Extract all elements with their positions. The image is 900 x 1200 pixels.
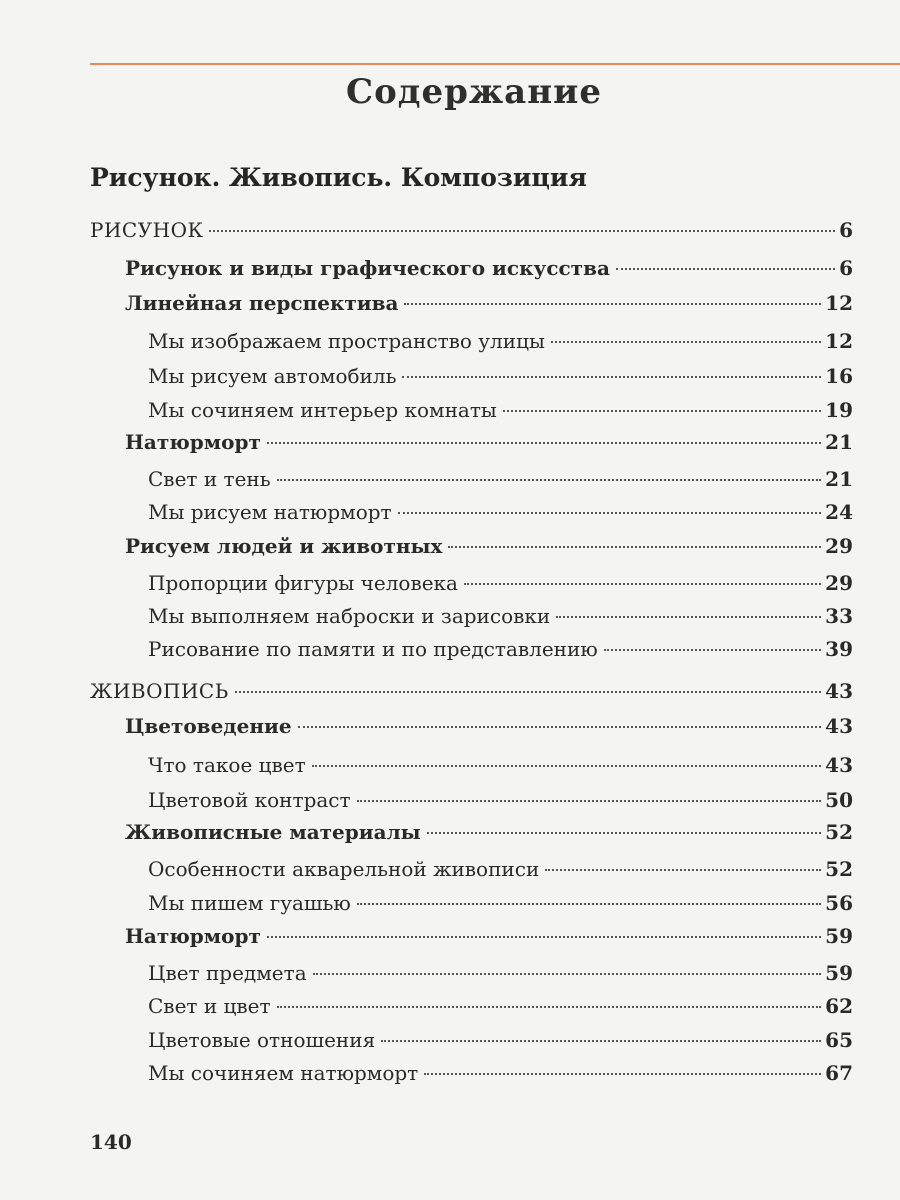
toc-entry-page: 43	[825, 679, 853, 703]
dot-leader	[402, 376, 821, 378]
toc-entry	[148, 960, 853, 986]
toc-entry	[125, 923, 853, 949]
toc-entry-title: Линейная перспектива	[125, 291, 399, 315]
toc-entry	[148, 466, 853, 492]
toc-entry-title: Что такое цвет	[148, 753, 306, 777]
toc-entry	[148, 856, 853, 882]
toc-entry-title: Особенности акварельной живописи	[148, 857, 540, 881]
toc-entry-page: 29	[825, 571, 853, 595]
dot-leader	[381, 1040, 821, 1042]
toc-entry-title: Пропорции фигуры человека	[148, 571, 458, 595]
toc-entry-page: 21	[825, 430, 853, 454]
dot-leader	[616, 268, 835, 270]
toc-entry-page: 6	[839, 218, 853, 242]
dot-leader	[404, 303, 821, 305]
toc-entry-page: 62	[825, 994, 853, 1018]
toc-entry-title: Мы рисуем натюрморт	[148, 500, 392, 524]
toc-entry-title: Цветовые отношения	[148, 1028, 376, 1052]
toc-entry-page: 6	[839, 256, 853, 280]
toc-entry-title: Мы выполняем наброски и зарисовки	[148, 604, 551, 628]
toc-entry-title: Мы сочиняем интерьер комнаты	[148, 398, 497, 422]
part-title: Рисунок. Живопись. Композиция	[90, 163, 587, 192]
toc-entry-page: 39	[825, 637, 853, 661]
toc-entry-title: Рисование по памяти и по представлению	[148, 637, 598, 661]
dot-leader	[464, 583, 821, 585]
dot-leader	[556, 616, 821, 618]
dot-leader	[604, 649, 821, 651]
toc-entry-title: Цветовой контраст	[148, 788, 351, 812]
toc-entry	[148, 1060, 853, 1086]
toc-entry	[148, 570, 853, 596]
toc-entry-title: Натюрморт	[125, 924, 261, 948]
dot-leader	[277, 479, 822, 481]
toc-entry	[125, 819, 853, 845]
toc-entry-title: Натюрморт	[125, 430, 261, 454]
toc-entry-page: 52	[825, 820, 853, 844]
toc-entry	[148, 603, 853, 629]
toc-entry	[125, 290, 853, 316]
page-number: 140	[90, 1130, 132, 1154]
dot-leader	[424, 1073, 821, 1075]
page-title: Содержание	[346, 72, 602, 112]
dot-leader	[357, 800, 822, 802]
toc-entry-page: 59	[825, 961, 853, 985]
toc-entry-page: 12	[825, 329, 853, 353]
toc-entry-page: 33	[825, 604, 853, 628]
toc-entry	[125, 713, 853, 739]
toc-entry-title: Цвет предмета	[148, 961, 307, 985]
toc-entry	[148, 1027, 853, 1053]
toc-entry-page: 59	[825, 924, 853, 948]
dot-leader	[209, 230, 835, 232]
toc-entry-page: 24	[825, 500, 853, 524]
dot-leader	[313, 973, 822, 975]
toc-entry	[125, 255, 853, 281]
toc-entry-title: ЖИВОПИСЬ	[90, 679, 229, 703]
toc-entry-title: Мы пишем гуашью	[148, 891, 351, 915]
dot-leader	[448, 546, 821, 548]
toc-entry-page: 29	[825, 534, 853, 558]
dot-leader	[503, 410, 821, 412]
dot-leader	[427, 832, 821, 834]
toc-entry-page: 52	[825, 857, 853, 881]
toc-entry-title: Мы сочиняем натюрморт	[148, 1061, 419, 1085]
toc-entry	[148, 328, 853, 354]
toc-entry	[125, 533, 853, 559]
dot-leader	[551, 341, 821, 343]
dot-leader	[312, 765, 821, 767]
toc-entry-title: Свет и цвет	[148, 994, 271, 1018]
toc-entry-page: 56	[825, 891, 853, 915]
toc-entry-page: 50	[825, 788, 853, 812]
dot-leader	[298, 726, 822, 728]
toc-entry-title: Рисуем людей и животных	[125, 534, 443, 558]
toc-entry	[148, 993, 853, 1019]
toc-entry	[148, 787, 853, 813]
toc-entry-page: 21	[825, 467, 853, 491]
dot-leader	[235, 691, 821, 693]
toc-entry-page: 67	[825, 1061, 853, 1085]
toc-entry	[148, 499, 853, 525]
toc-entry-title: Свет и тень	[148, 467, 271, 491]
toc-entry	[148, 890, 853, 916]
toc-entry-page: 43	[825, 753, 853, 777]
toc-entry-page: 43	[825, 714, 853, 738]
toc-entry	[148, 752, 853, 778]
toc-entry	[125, 429, 853, 455]
toc-entry-page: 12	[825, 291, 853, 315]
toc-entry-title: Мы рисуем автомобиль	[148, 364, 397, 388]
toc-entry-title: Мы изображаем пространство улицы	[148, 329, 545, 353]
toc-entry-title: РИСУНОК	[90, 218, 204, 242]
dot-leader	[277, 1006, 822, 1008]
dot-leader	[267, 442, 821, 444]
toc-entry-page: 19	[825, 398, 853, 422]
toc-entry-title: Живописные материалы	[125, 820, 421, 844]
toc-entry	[90, 217, 853, 243]
dot-leader	[267, 936, 821, 938]
toc-entry-page: 16	[825, 364, 853, 388]
toc-entry-page: 65	[825, 1028, 853, 1052]
toc-entry	[148, 363, 853, 389]
dot-leader	[545, 869, 821, 871]
dot-leader	[357, 903, 821, 905]
dot-leader	[398, 512, 822, 514]
toc-entry-title: Рисунок и виды графического искусства	[125, 256, 610, 280]
toc-entry	[148, 397, 853, 423]
toc-entry-title: Цветоведение	[125, 714, 292, 738]
toc-entry	[90, 678, 853, 704]
toc-entry	[148, 636, 853, 662]
